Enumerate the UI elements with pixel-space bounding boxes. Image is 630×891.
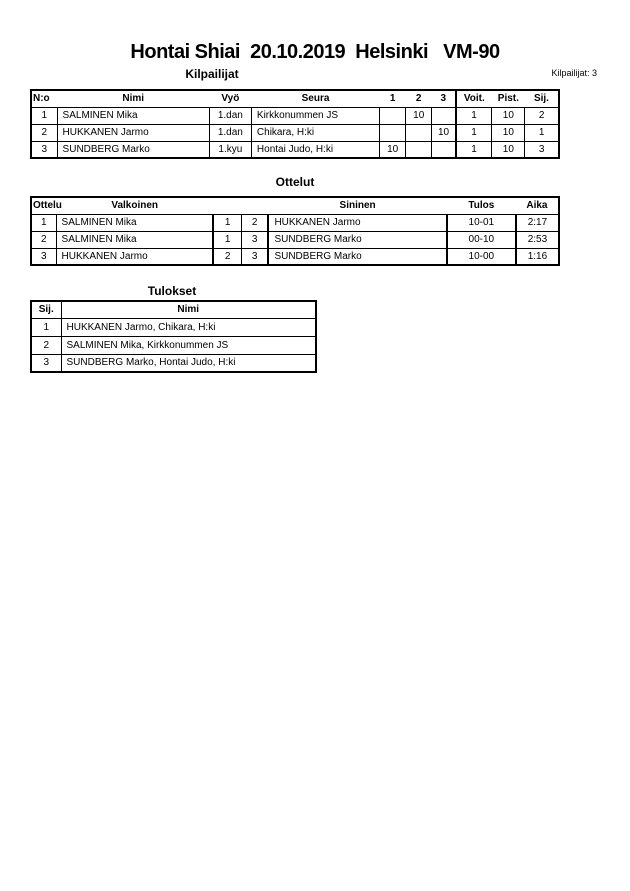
- competitor-club: Kirkkonummen JS: [251, 107, 379, 124]
- col-header-white: Valkoinen: [56, 197, 213, 214]
- blue-player-name: HUKKANEN Jarmo: [268, 214, 446, 231]
- result-name: SUNDBERG Marko, Hontai Judo, H:ki: [61, 354, 316, 372]
- competitors-section-heading: Kilpailijat: [185, 67, 239, 81]
- competitor-wins: 1: [456, 124, 492, 141]
- result-row: [31, 354, 316, 372]
- match-row: [31, 248, 559, 265]
- page-title: Hontai Shiai 20.10.2019 Helsinki VM-90: [130, 41, 500, 63]
- col-header-place: Sij.: [525, 90, 559, 107]
- competitor-round1-score: [380, 124, 406, 141]
- results-section-heading: Tulokset: [147, 284, 197, 298]
- col-header-blue: Sininen: [268, 197, 446, 214]
- match-time: 2:53: [516, 231, 559, 248]
- col-header-belt: Vyö: [209, 90, 251, 107]
- col-header-round2: 2: [406, 90, 432, 107]
- competitor-belt: 1.kyu: [209, 141, 251, 158]
- competitor-place: 2: [525, 107, 559, 124]
- competitor-belt: 1.dan: [209, 124, 251, 141]
- matches-header-row: [31, 197, 559, 214]
- match-number: 1: [31, 214, 56, 231]
- col-header-blue-no: [241, 197, 268, 214]
- competitor-row: [31, 141, 559, 158]
- blue-player-name: SUNDBERG Marko: [268, 231, 446, 248]
- match-score: 10-00: [447, 248, 516, 265]
- match-number: 2: [31, 231, 56, 248]
- match-time: 1:16: [516, 248, 559, 265]
- result-place: 2: [31, 336, 61, 354]
- competitors-table: [30, 89, 560, 159]
- competitor-round3-score: [432, 107, 456, 124]
- match-number: 3: [31, 248, 56, 265]
- col-header-wins: Voit.: [456, 90, 492, 107]
- competitor-number: 1: [31, 107, 57, 124]
- match-row: [31, 214, 559, 231]
- white-player-name: SALMINEN Mika: [56, 214, 213, 231]
- match-time: 2:17: [516, 214, 559, 231]
- matches-section-heading: Ottelut: [275, 175, 315, 189]
- results-header-row: [31, 301, 316, 318]
- competitor-points: 10: [492, 141, 525, 158]
- result-row: [31, 336, 316, 354]
- competitor-round3-score: 10: [432, 124, 456, 141]
- competitor-round3-score: [432, 141, 456, 158]
- competitor-wins: 1: [456, 107, 492, 124]
- competitor-club: Chikara, H:ki: [251, 124, 379, 141]
- result-row: [31, 318, 316, 336]
- result-place: 1: [31, 318, 61, 336]
- blue-player-name: SUNDBERG Marko: [268, 248, 446, 265]
- matches-table: [30, 196, 560, 266]
- col-header-time: Aika: [516, 197, 559, 214]
- competitor-belt: 1.dan: [209, 107, 251, 124]
- blue-player-number: 3: [241, 231, 268, 248]
- result-place: 3: [31, 354, 61, 372]
- competitor-points: 10: [492, 124, 525, 141]
- competitor-round2-score: 10: [406, 107, 432, 124]
- results-table: [30, 300, 317, 373]
- competitor-name: HUKKANEN Jarmo: [57, 124, 209, 141]
- col-header-white-no: [213, 197, 241, 214]
- competitor-points: 10: [492, 107, 525, 124]
- result-name: SALMINEN Mika, Kirkkonummen JS: [61, 336, 316, 354]
- match-score: 00-10: [447, 231, 516, 248]
- competitor-round1-score: 10: [380, 141, 406, 158]
- match-score: 10-01: [447, 214, 516, 231]
- competitors-header-row: [31, 90, 559, 107]
- white-player-number: 1: [213, 231, 241, 248]
- competitor-row: [31, 124, 559, 141]
- white-player-name: SALMINEN Mika: [56, 231, 213, 248]
- white-player-name: HUKKANEN Jarmo: [56, 248, 213, 265]
- col-header-round1: 1: [380, 90, 406, 107]
- competitor-round2-score: [406, 124, 432, 141]
- col-header-name: Nimi: [61, 301, 316, 318]
- col-header-place: Sij.: [31, 301, 61, 318]
- competitor-name: SUNDBERG Marko: [57, 141, 209, 158]
- col-header-points: Pist.: [492, 90, 525, 107]
- col-header-match-no: Ottelu: [31, 197, 56, 214]
- competitor-number: 2: [31, 124, 57, 141]
- blue-player-number: 3: [241, 248, 268, 265]
- white-player-number: 2: [213, 248, 241, 265]
- competitor-name: SALMINEN Mika: [57, 107, 209, 124]
- competitor-place: 1: [525, 124, 559, 141]
- competitor-number: 3: [31, 141, 57, 158]
- competitor-count-label: Kilpailijat: 3: [551, 68, 597, 78]
- competitor-club: Hontai Judo, H:ki: [251, 141, 379, 158]
- competitor-place: 3: [525, 141, 559, 158]
- col-header-name: Nimi: [57, 90, 209, 107]
- competitor-round2-score: [406, 141, 432, 158]
- col-header-no: N:o: [31, 90, 57, 107]
- white-player-number: 1: [213, 214, 241, 231]
- result-name: HUKKANEN Jarmo, Chikara, H:ki: [61, 318, 316, 336]
- competitor-wins: 1: [456, 141, 492, 158]
- competitor-round1-score: [380, 107, 406, 124]
- col-header-round3: 3: [432, 90, 456, 107]
- match-row: [31, 231, 559, 248]
- col-header-club: Seura: [251, 90, 379, 107]
- competitor-row: [31, 107, 559, 124]
- blue-player-number: 2: [241, 214, 268, 231]
- col-header-score: Tulos: [447, 197, 516, 214]
